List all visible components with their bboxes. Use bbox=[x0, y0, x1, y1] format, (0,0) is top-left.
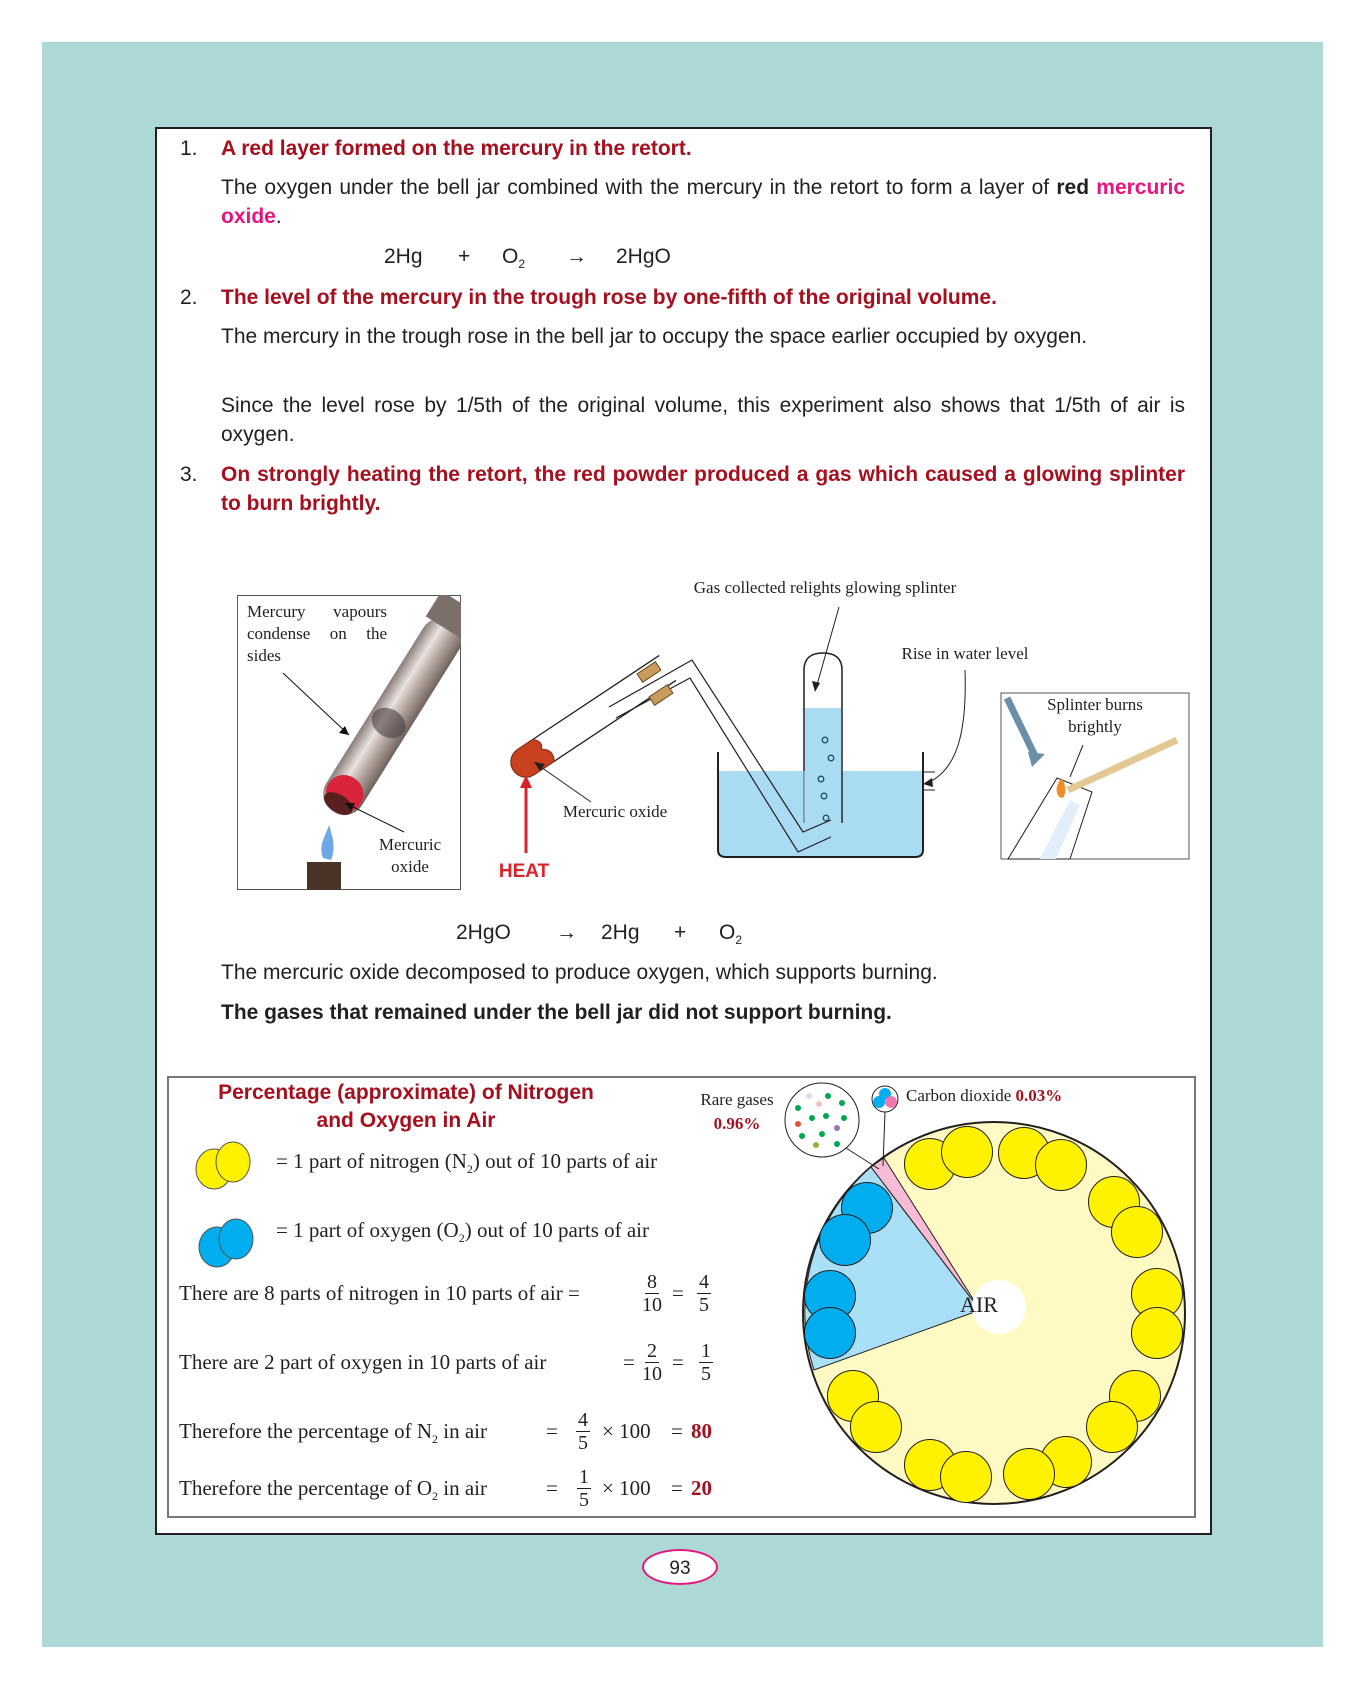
co2-value: 0.03% bbox=[1015, 1086, 1063, 1105]
co2-label bbox=[906, 1085, 1062, 1107]
photo-oxide-label bbox=[365, 834, 455, 878]
nitrogen-percentage-row bbox=[179, 1419, 487, 1444]
cork-icon bbox=[649, 685, 673, 706]
equation-plus: + bbox=[674, 921, 687, 944]
fraction bbox=[642, 1340, 662, 1385]
numerator: 4 bbox=[578, 1409, 588, 1431]
paragraph: Since the level rose by 1/5th of the original volume, this experiment also shows that 1/5th of air is oxygen. bbox=[221, 394, 1185, 446]
nitrogen-molecule-icon bbox=[1112, 1207, 1163, 1258]
numerator: 4 bbox=[699, 1271, 709, 1293]
denominator: 5 bbox=[579, 1489, 589, 1511]
text: = 1 part of nitrogen (N bbox=[276, 1149, 467, 1173]
oxygen-parts-row: There are 2 part of oxygen in 10 parts of air bbox=[179, 1350, 547, 1374]
text: Carbon dioxide bbox=[906, 1086, 1012, 1105]
arrow-head-icon bbox=[923, 778, 933, 787]
period: . bbox=[275, 205, 282, 228]
equals: = bbox=[546, 1476, 558, 1500]
label-line: brightly bbox=[1068, 717, 1122, 736]
subscript: 2 bbox=[518, 257, 526, 271]
air-box-title bbox=[180, 1079, 632, 1135]
air-label: AIR bbox=[960, 1292, 998, 1317]
photo-label bbox=[247, 601, 387, 667]
item-heading: A red layer formed on the mercury in the retort. bbox=[221, 137, 692, 160]
arrow-line bbox=[927, 670, 965, 783]
label-line: Mercuric bbox=[378, 835, 442, 854]
page-number: 93 bbox=[642, 1549, 718, 1585]
paragraph-text: The oxygen under the bell jar combined with the mercury in the retort to form a layer of bbox=[221, 176, 1050, 199]
text: Therefore the percentage of O bbox=[179, 1476, 433, 1500]
numerator: 1 bbox=[579, 1466, 589, 1488]
legend-icons bbox=[190, 1135, 270, 1275]
times-100: × 100 bbox=[602, 1419, 651, 1443]
equals: = bbox=[672, 1281, 684, 1305]
subscript: 2 bbox=[466, 1162, 473, 1176]
rare-gases-value: 0.96% bbox=[713, 1114, 761, 1133]
label-line: Mercury vapours bbox=[247, 602, 387, 621]
item-heading: The level of the mercury in the trough rose by one-fifth of the original volume. bbox=[221, 286, 997, 309]
equals: = bbox=[672, 1350, 684, 1374]
o-symbol: O bbox=[719, 921, 736, 944]
gas-jar-water bbox=[805, 708, 841, 823]
arrow-line bbox=[538, 765, 591, 802]
mercuric-oxide-powder bbox=[505, 735, 556, 783]
oxygen-result: 20 bbox=[691, 1476, 712, 1500]
title-line: and Oxygen in Air bbox=[316, 1109, 496, 1132]
equation-arrow: → bbox=[566, 245, 587, 268]
fraction bbox=[642, 1271, 662, 1316]
times-100: × 100 bbox=[602, 1476, 651, 1500]
legend-oxygen bbox=[276, 1218, 649, 1243]
fraction bbox=[576, 1409, 590, 1454]
denominator: 5 bbox=[701, 1363, 711, 1385]
heat-label: HEAT bbox=[498, 861, 550, 882]
oxygen-molecule-icon bbox=[805, 1308, 856, 1359]
equation-arrow: → bbox=[556, 921, 577, 944]
equation-term bbox=[502, 242, 525, 271]
label-line: sides bbox=[247, 646, 281, 665]
highlight-term: mercuric oxide bbox=[221, 176, 1185, 228]
paragraph: The mercury in the trough rose in the bell jar to occupy the space earlier occupied by oxygen. bbox=[221, 325, 1088, 348]
label-line: condense on the bbox=[247, 624, 387, 643]
fraction bbox=[697, 1271, 711, 1316]
paragraph bbox=[221, 173, 1185, 231]
nitrogen-molecule-icon bbox=[1132, 1308, 1183, 1359]
oxygen-percentage-row bbox=[179, 1476, 487, 1501]
paragraph: The mercuric oxide decomposed to produce oxygen, which supports burning. bbox=[221, 961, 938, 984]
equation-term: 2HgO bbox=[616, 245, 671, 268]
conclusion: The gases that remained under the bell jar did not support burning. bbox=[221, 1001, 892, 1024]
title-line: Percentage (approximate) of Nitrogen bbox=[218, 1081, 594, 1104]
equals: = bbox=[623, 1350, 635, 1374]
rare-gases-magnifier bbox=[785, 1083, 859, 1157]
equation-term: 2Hg bbox=[601, 921, 640, 944]
fraction bbox=[699, 1340, 713, 1385]
item-number: 1. bbox=[180, 137, 198, 160]
o-symbol: O bbox=[502, 245, 519, 268]
nitrogen-molecule-icon bbox=[941, 1452, 992, 1503]
label-line: Splinter burns bbox=[1047, 695, 1143, 714]
equals: = bbox=[671, 1419, 683, 1443]
denominator: 10 bbox=[642, 1363, 662, 1385]
nitrogen-molecule-icon bbox=[1004, 1449, 1055, 1500]
denominator: 5 bbox=[578, 1432, 588, 1454]
nitrogen-molecule-icon bbox=[851, 1402, 902, 1453]
gas-collected-label: Gas collected relights glowing splinter bbox=[693, 578, 957, 597]
equation-term: 2HgO bbox=[456, 921, 511, 944]
burner-icon bbox=[307, 862, 341, 890]
nitrogen-molecule-icon bbox=[1087, 1402, 1138, 1453]
subscript: 2 bbox=[458, 1231, 465, 1245]
text: = 1 part of oxygen (O bbox=[276, 1218, 459, 1242]
subscript: 2 bbox=[432, 1489, 439, 1503]
rare-gases-label: Rare gases bbox=[700, 1090, 774, 1109]
splinter-label bbox=[1020, 694, 1170, 738]
fraction bbox=[577, 1466, 591, 1511]
nitrogen-molecule-icon bbox=[942, 1127, 993, 1178]
denominator: 5 bbox=[699, 1294, 709, 1316]
equation-plus: + bbox=[458, 245, 471, 268]
item-heading: On strongly heating the retort, the red powder produced a gas which caused a glowing splinter to burn brightly. bbox=[221, 463, 1185, 515]
denominator: 10 bbox=[642, 1294, 662, 1316]
mercuric-oxide-label: Mercuric oxide bbox=[562, 802, 668, 821]
equation-term bbox=[719, 918, 742, 947]
subscript: 2 bbox=[735, 933, 743, 947]
text: ) out of 10 parts of air bbox=[464, 1218, 650, 1242]
subscript: 2 bbox=[432, 1432, 439, 1446]
nitrogen-parts-row: There are 8 parts of nitrogen in 10 parts of air = bbox=[179, 1281, 580, 1305]
text: in air bbox=[438, 1419, 487, 1443]
equals: = bbox=[671, 1476, 683, 1500]
legend-nitrogen bbox=[276, 1149, 657, 1174]
numerator: 1 bbox=[701, 1340, 711, 1362]
oxygen-molecule-icon bbox=[820, 1215, 871, 1266]
label-line: oxide bbox=[391, 857, 429, 876]
text: ) out of 10 parts of air bbox=[472, 1149, 658, 1173]
item-number: 3. bbox=[180, 463, 198, 486]
numerator: 2 bbox=[647, 1340, 657, 1362]
nitrogen-molecule-icon bbox=[1036, 1140, 1087, 1191]
equals: = bbox=[546, 1419, 558, 1443]
water-level-label: Rise in water level bbox=[901, 644, 1029, 663]
text: Therefore the percentage of N bbox=[179, 1419, 433, 1443]
equation-term: 2Hg bbox=[384, 245, 423, 268]
numerator: 8 bbox=[647, 1271, 657, 1293]
item-number: 2. bbox=[180, 286, 198, 309]
bold-word: red bbox=[1056, 176, 1090, 199]
nitrogen-result: 80 bbox=[691, 1419, 712, 1443]
text: in air bbox=[438, 1476, 487, 1500]
rare-gases-pointer bbox=[846, 1148, 879, 1169]
